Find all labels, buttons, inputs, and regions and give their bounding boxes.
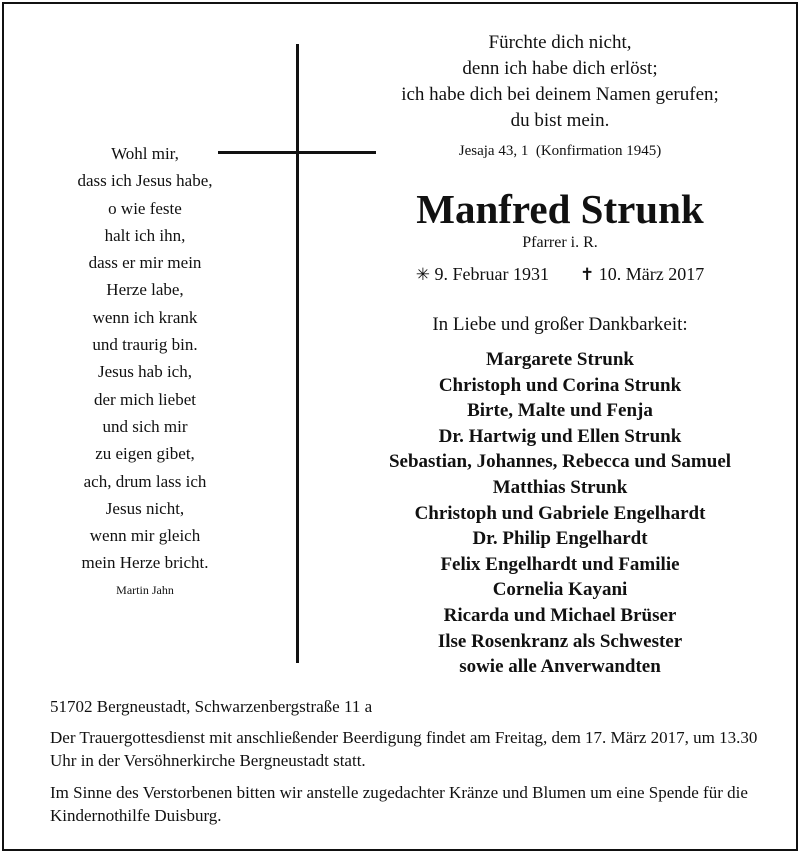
- poem-line: Jesus nicht,: [105, 498, 185, 518]
- verse-line: Fürchte dich nicht,: [488, 32, 632, 53]
- mourners-list: [330, 347, 790, 680]
- birth-date: 9. Februar 1931: [434, 264, 549, 284]
- mourner-name: Matthias Strunk: [492, 476, 628, 498]
- mourner-name: Christoph und Corina Strunk: [438, 374, 682, 396]
- poem-line: Wohl mir,: [111, 144, 179, 163]
- mourner-name: Dr. Hartwig und Ellen Strunk: [438, 425, 682, 447]
- mourning-intro: In Liebe und großer Dankbarkeit:: [432, 314, 688, 335]
- poem-line: wenn mir gleich: [89, 526, 201, 546]
- poem-line: wenn ich krank: [92, 307, 198, 327]
- verse-line: du bist mein.: [510, 110, 610, 131]
- poem-line: und sich mir: [102, 416, 188, 436]
- mourner-name: Dr. Philip Engelhardt: [472, 528, 648, 550]
- cross-vertical-bar: [296, 44, 299, 663]
- donation-request: Im Sinne des Verstorbenen bitten wir anstelle zugedachter Kränze und Blumen um eine Spende für die Kindernothilfe Duisburg.: [50, 783, 748, 825]
- poem-line: Jesus hab ich,: [98, 362, 192, 382]
- poem-line: halt ich ihn,: [104, 225, 186, 245]
- mourner-name: Christoph und Gabriele Engelhardt: [414, 502, 706, 524]
- verse-line: ich habe dich bei deinem Namen gerufen;: [401, 84, 719, 105]
- poem-line: der mich liebet: [94, 389, 196, 409]
- deceased-name: Manfred Strunk: [416, 186, 704, 232]
- poem-line: mein Herze bricht.: [81, 553, 209, 573]
- poem-line: ach, drum lass ich: [83, 471, 207, 491]
- poem-line: o wie feste: [108, 198, 182, 218]
- family-address: 51702 Bergneustadt, Schwarzenbergstraße 11 a: [50, 697, 373, 716]
- deceased-title: Pfarrer i. R.: [522, 234, 598, 251]
- mourner-name: Ricarda und Michael Brüser: [443, 604, 677, 626]
- bible-verse: [340, 30, 780, 134]
- poem-line: und traurig bin.: [92, 335, 198, 355]
- mourner-name: Sebastian, Johannes, Rebecca und Samuel: [388, 451, 732, 473]
- mourner-name: Felix Engelhardt und Familie: [440, 553, 680, 575]
- death-cross-icon: ✝: [580, 265, 595, 285]
- funeral-service-info: Der Trauergottesdienst mit anschließender Beerdigung findet am Freitag, dem 17. März 2017, um 13.30 Uhr in der Versöhnerkirche Bergneustadt statt.: [50, 728, 758, 770]
- mourner-name: Cornelia Kayani: [492, 579, 628, 601]
- poem-author: Martin Jahn: [116, 583, 174, 597]
- poem-line: zu eigen gibet,: [95, 444, 195, 464]
- poem-line: Herze labe,: [106, 280, 184, 300]
- life-dates: [340, 264, 780, 285]
- death-date: 10. März 2017: [598, 264, 705, 284]
- birth-star-icon: ✳: [415, 265, 431, 285]
- mourner-name: Birte, Malte und Fenja: [467, 400, 653, 422]
- verse-line: denn ich habe dich erlöst;: [462, 58, 658, 79]
- hymn-poem: [20, 140, 270, 577]
- poem-line: dass er mir mein: [88, 253, 202, 273]
- mourner-name: sowie alle Anverwandten: [459, 656, 661, 678]
- mourner-name: Margarete Strunk: [486, 349, 634, 370]
- mourner-name: Ilse Rosenkranz als Schwester: [437, 630, 683, 652]
- poem-line: dass ich Jesus habe,: [77, 171, 213, 191]
- verse-reference: Jesaja 43, 1 (Konfirmation 1945): [458, 143, 662, 159]
